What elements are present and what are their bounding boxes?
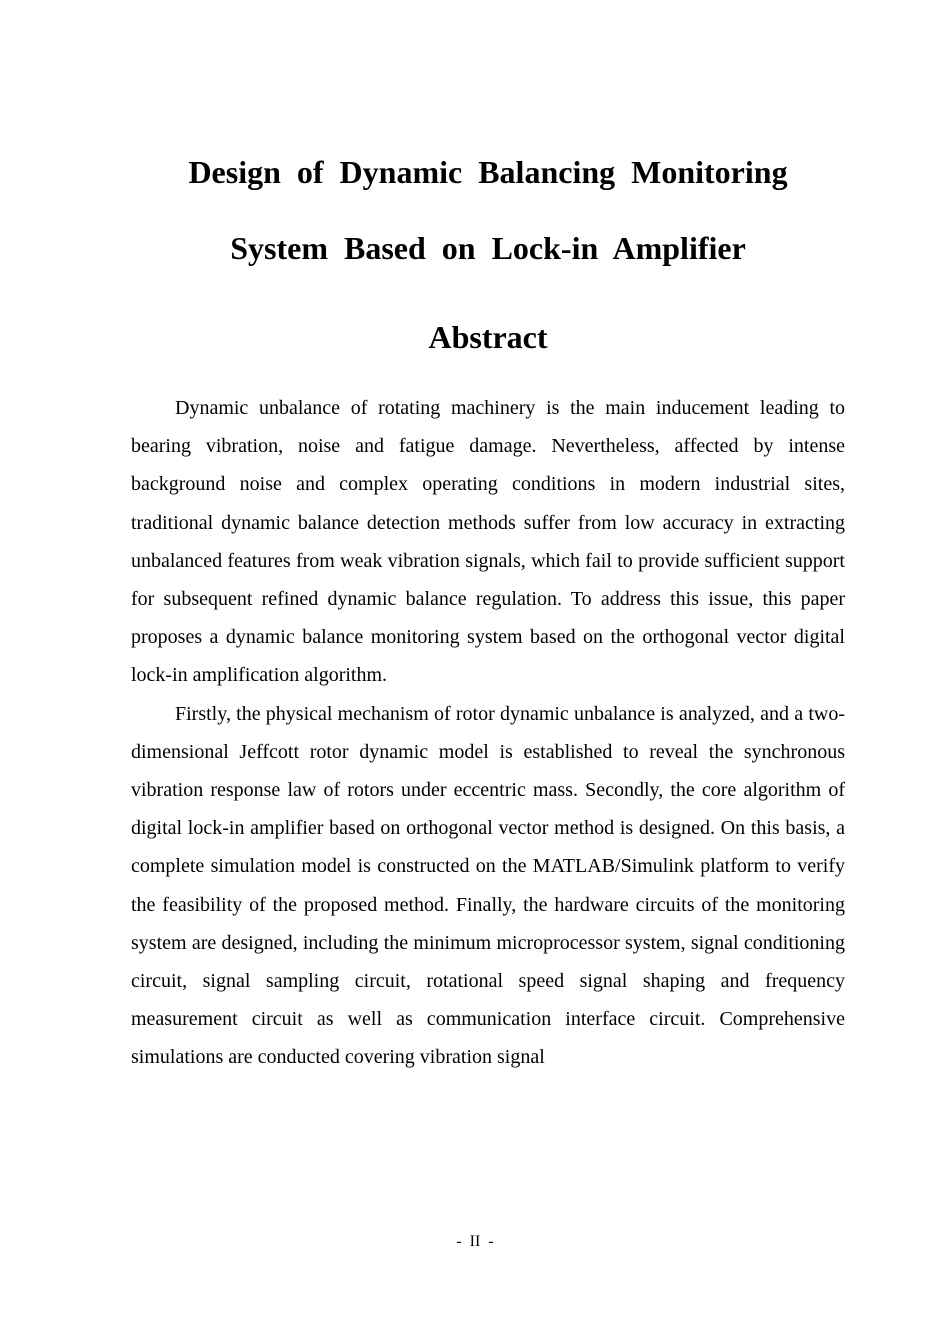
abstract-paragraph-1: Dynamic unbalance of rotating machinery is the main inducement leading to bearing vibration, noise and fatigue damage. Nevertheless, affected by intense background noise and complex operating conditions in modern industrial sites, traditional dynamic balance detection methods suffer from low accuracy in extracting unbalanced features from weak vibration signals, which fail to provide sufficient support for subsequent refined dynamic balance regulation. To address this issue, this paper proposes a dynamic balance monitoring system based on the orthogonal vector digital lock-in amplification algorithm. bbox=[131, 397, 845, 687]
paper-title-line-2: System Based on Lock-in Amplifier bbox=[230, 230, 746, 266]
abstract-paragraph-2: Firstly, the physical mechanism of rotor dynamic unbalance is analyzed, and a two-dimensional Jeffcott rotor dynamic model is established to reveal the synchronous vibration response law of rotors under eccentric mass. Secondly, the core algorithm of digital lock-in amplifier based on orthogonal vector method is designed. On this basis, a complete simulation model is constructed on the MATLAB/Simulink platform to verify the feasibility of the proposed method. Finally, the hardware circuits of the monitoring system are designed, including the minimum microprocessor system, signal conditioning circuit, signal sampling circuit, rotational speed signal shaping and frequency measurement circuit as well as communication interface circuit. Comprehensive simulations are conducted covering vibration signal bbox=[131, 702, 845, 1069]
paper-title-line-1: Design of Dynamic Balancing Monitoring bbox=[188, 154, 788, 190]
section-heading-abstract: Abstract bbox=[428, 319, 548, 355]
abstract-body bbox=[131, 389, 845, 1077]
page-number: - II - bbox=[456, 1233, 494, 1250]
